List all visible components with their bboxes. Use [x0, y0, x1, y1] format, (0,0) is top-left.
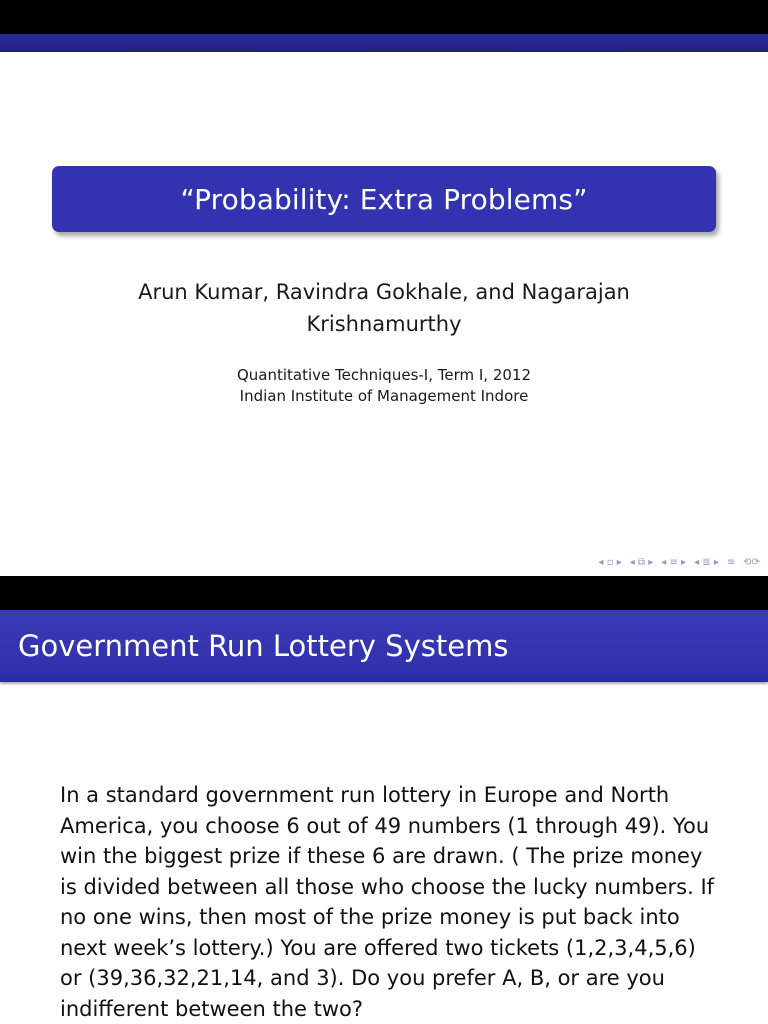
- nav-frame-prev-icon[interactable]: ◂ ▫ ▸: [598, 557, 622, 568]
- nav-subsection-icon[interactable]: ◂ ≡ ▸: [661, 557, 687, 568]
- nav-search-icon[interactable]: ⟲⟳: [743, 557, 760, 568]
- slide-heading: Government Run Lottery Systems: [18, 629, 509, 663]
- author-list: Arun Kumar, Ravindra Gokhale, and Nagarajan Krishnamurthy: [138, 280, 630, 336]
- text-line: America, you choose 6 out of 49 numbers (1 through 49). You: [60, 813, 710, 838]
- text-line: or (39,36,32,21,14, and 3). Do you prefer A, B, or are you: [60, 966, 665, 990]
- text-line: is divided between all those who choose the lucky numbers. If: [60, 874, 715, 899]
- title-box: [52, 166, 716, 232]
- institute-line: Indian Institute of Management Indore: [239, 387, 529, 405]
- slide-header: [0, 610, 768, 682]
- text-line: In a standard government run lottery in Europe and North: [60, 783, 670, 807]
- nav-align-icon[interactable]: ≡: [726, 557, 736, 568]
- text-line: next week’s lottery.) You are offered two tickets (1,2,3,4,5,6): [60, 935, 696, 960]
- content-slide: [0, 576, 768, 1024]
- text-line: indifferent between the two?: [60, 996, 364, 1021]
- navigation-bar: [599, 556, 760, 570]
- nav-section-icon[interactable]: ◂ ≣ ▸: [694, 557, 719, 568]
- text-line: win the biggest prize if these 6 are drawn. ( The prize money: [60, 844, 703, 868]
- top-blue-bar: [0, 34, 768, 52]
- institute-block: [84, 365, 684, 407]
- nav-frame-icon[interactable]: ◂ ⧉ ▸: [629, 557, 654, 568]
- top-black-bar: [0, 576, 768, 610]
- presentation-title: “Probability: Extra Problems”: [180, 182, 588, 216]
- course-line: Quantitative Techniques-I, Term I, 2012: [236, 366, 532, 384]
- top-black-bar: [0, 0, 768, 34]
- problem-text: [60, 780, 720, 1024]
- text-line: no one wins, then most of the prize money is put back into: [60, 905, 680, 929]
